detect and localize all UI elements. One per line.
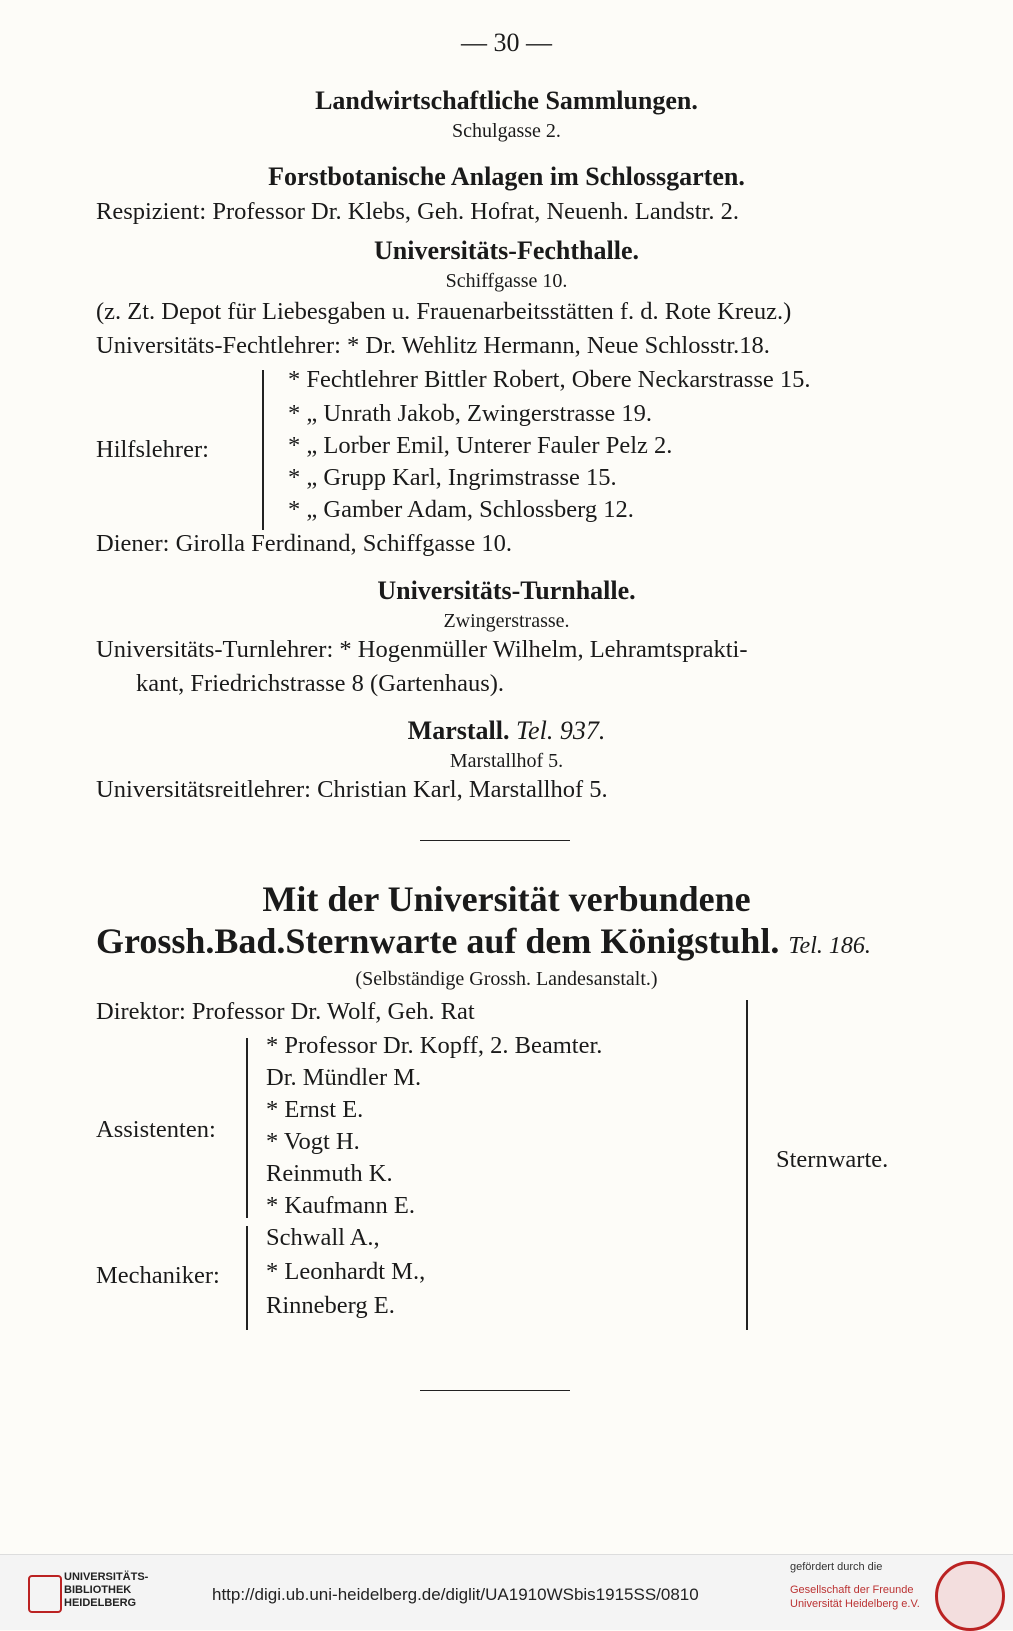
divider-1 [420, 840, 570, 841]
sponsor-line-1: Gesellschaft der Freunde [790, 1584, 914, 1596]
marstall-tel: Tel. 937. [515, 716, 606, 745]
assistenten-brace [246, 1038, 248, 1218]
turn-line1: Universitäts-Turnlehrer: * Hogenmüller Wilhelm, Lehramtsprakti- [96, 636, 748, 663]
heading-fecht: Universitäts-Fechthalle. [373, 236, 639, 265]
digitization-footer [0, 1554, 1013, 1630]
forst-line: Respizient: Professor Dr. Klebs, Geh. Hofrat, Neuenh. Landstr. 2. [96, 198, 739, 225]
marstall-address: Marstallhof 5. [449, 750, 564, 772]
university-seal-icon [935, 1561, 1005, 1631]
sponsor-name [790, 1583, 920, 1611]
mechaniker-1: Schwall A., [266, 1224, 380, 1251]
stern-direktor: Direktor: Professor Dr. Wolf, Geh. Rat [96, 998, 475, 1025]
heading-landw: Landwirtschaftliche Sammlungen. [315, 86, 698, 115]
library-line-1: UNIVERSITÄTS- [64, 1571, 149, 1583]
fecht-diener: Diener: Girolla Ferdinand, Schiffgasse 10. [96, 530, 512, 557]
assistent-6: * Kaufmann E. [266, 1192, 415, 1219]
landw-address: Schulgasse 2. [452, 120, 561, 142]
assistent-4: * Vogt H. [266, 1128, 360, 1155]
mechaniker-label: Mechaniker: [96, 1262, 220, 1289]
heading-turn: Universitäts-Turnhalle. [377, 576, 636, 605]
fecht-address: Schiffgasse 10. [445, 270, 568, 292]
sternwarte-label: Sternwarte. [776, 1146, 889, 1173]
hilfslehrer-5: * „ Gamber Adam, Schlossberg 12. [288, 496, 634, 523]
divider-2 [420, 1390, 570, 1391]
marstall-title: Marstall. [407, 716, 510, 745]
assistent-3: * Ernst E. [266, 1096, 364, 1123]
mechaniker-3: Rinneberg E. [266, 1292, 395, 1319]
permalink-url[interactable]: http://digi.ub.uni-heidelberg.de/diglit/UA1910WSbis1915SS/0810 [212, 1585, 699, 1604]
heading-stern-1: Mit der Universität verbundene [262, 879, 751, 919]
hilfslehrer-2: * „ Unrath Jakob, Zwingerstrasse 19. [288, 400, 653, 427]
library-name [64, 1571, 148, 1610]
hilfslehrer-4: * „ Grupp Karl, Ingrimstrasse 15. [288, 464, 617, 491]
hilfslehrer-brace [262, 370, 264, 530]
library-logo-icon [28, 1575, 62, 1613]
page-number: — 30 — [461, 28, 552, 57]
stern-title: Grossh.Bad.Sternwarte auf dem Königstuhl. [96, 921, 780, 961]
stern-sub: (Selbständige Grossh. Landesanstalt.) [355, 968, 658, 990]
library-line-3: HEIDELBERG [64, 1597, 137, 1609]
sponsor-line-2: Universität Heidelberg e.V. [790, 1598, 920, 1610]
marstall-line: Universitätsreitlehrer: Christian Karl, Marstallhof 5. [96, 776, 608, 803]
mechaniker-brace [246, 1226, 248, 1330]
sponsor-prefix: gefördert durch die [790, 1561, 883, 1573]
assistent-2: Dr. Mündler M. [266, 1064, 422, 1091]
mechaniker-2: * Leonhardt M., [266, 1258, 426, 1285]
heading-stern-2 [96, 920, 871, 962]
sternwarte-brace [730, 1000, 748, 1330]
fecht-lehrer: Universitäts-Fechtlehrer: * Dr. Wehlitz Hermann, Neue Schlosstr.18. [96, 332, 770, 359]
heading-forst: Forstbotanische Anlagen im Schlossgarten. [268, 162, 745, 191]
hilfslehrer-3: * „ Lorber Emil, Unterer Fauler Pelz 2. [288, 432, 673, 459]
assistent-1: * Professor Dr. Kopff, 2. Beamter. [266, 1032, 603, 1059]
turn-line2: kant, Friedrichstrasse 8 (Gartenhaus). [136, 670, 505, 697]
hilfslehrer-1: * Fechtlehrer Bittler Robert, Obere Neckarstrasse 15. [288, 366, 811, 393]
assistenten-label: Assistenten: [96, 1116, 216, 1143]
library-line-2: BIBLIOTHEK [64, 1584, 132, 1596]
stern-tel: Tel. 186. [788, 933, 871, 959]
heading-marstall [0, 716, 1013, 746]
assistent-5: Reinmuth K. [266, 1160, 393, 1187]
hilfslehrer-label: Hilfslehrer: [96, 436, 209, 463]
fecht-note: (z. Zt. Depot für Liebesgaben u. Frauenarbeitsstätten f. d. Rote Kreuz.) [96, 298, 792, 325]
turn-address: Zwingerstrasse. [443, 610, 570, 632]
